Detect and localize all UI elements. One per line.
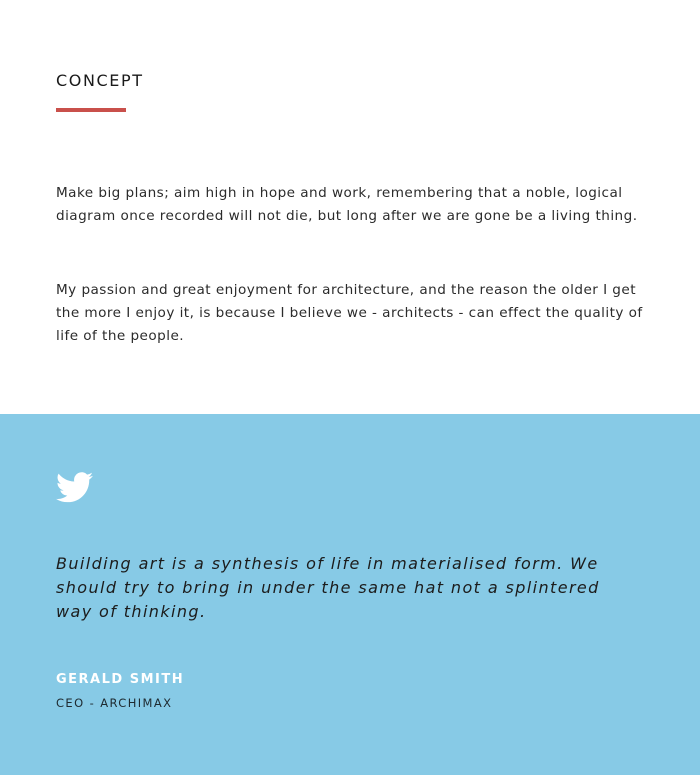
author-name: GERALD SMITH bbox=[56, 672, 185, 687]
concept-heading: CONCEPT bbox=[56, 71, 144, 90]
concept-paragraph: Make big plans; aim high in hope and work, remembering that a noble, logical diagram once recorded will not die, but long after we are gone be a living thing. bbox=[56, 185, 638, 224]
testimonial-section bbox=[0, 414, 700, 775]
concept-paragraph: My passion and great enjoyment for architecture, and the reason the older I get the more I enjoy it, is because I believe we - architects - can effect the quality of life of the people. bbox=[56, 282, 643, 344]
twitter-icon[interactable] bbox=[56, 472, 93, 503]
testimonial-quote: Building art is a synthesis of life in materialised form. We should try to bring in under the same hat not a splintered way of thinking. bbox=[56, 554, 600, 621]
heading-underline bbox=[56, 108, 126, 112]
author-role: CEO - ARCHIMAX bbox=[56, 696, 173, 710]
